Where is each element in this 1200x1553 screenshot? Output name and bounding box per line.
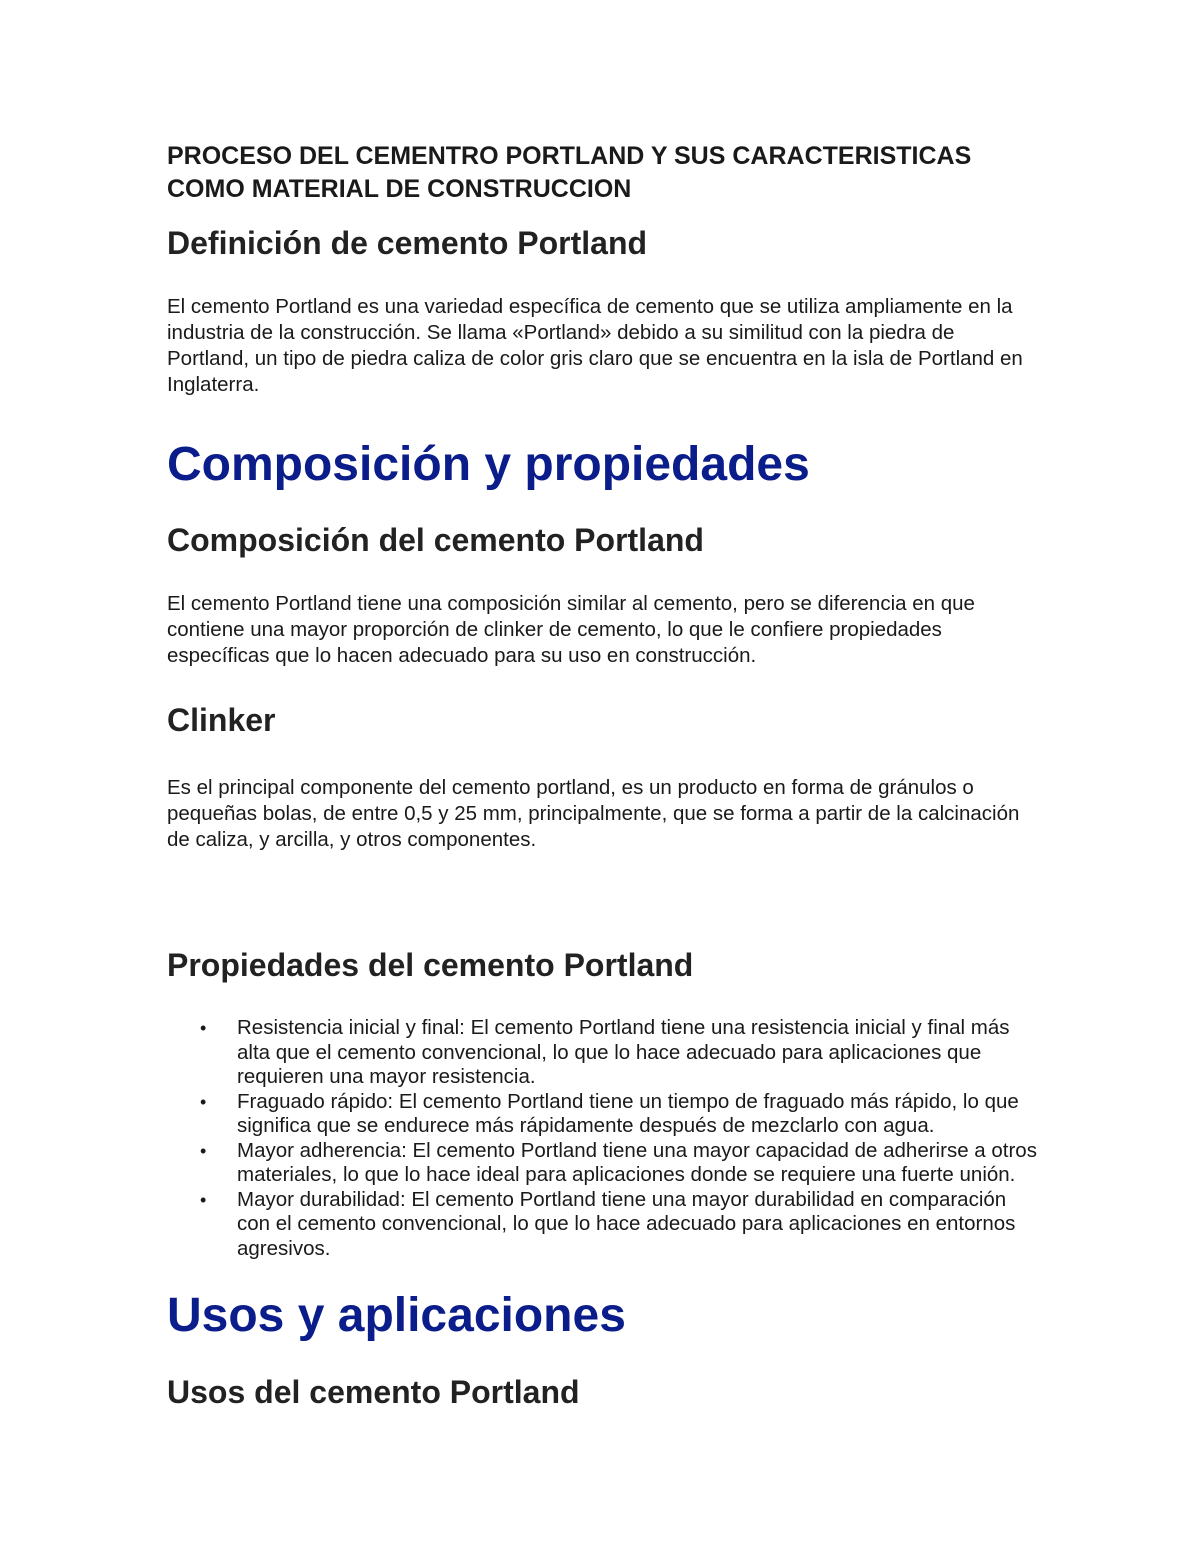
bullet-icon: • (200, 1189, 207, 1210)
heading-usos-cemento: Usos del cemento Portland (167, 1374, 580, 1410)
propiedades-list (167, 1016, 1037, 1261)
heading-definicion: Definición de cemento Portland (167, 225, 648, 261)
paragraph-clinker: Es el principal componente del cemento portland, es un producto en forma de gránulos o pequeñas bolas, de entre 0,5 y 25 mm, principalmente, que se forma a partir de la calcinación de caliza, y arcilla, y otros componentes. (167, 776, 1020, 851)
heading-usos-aplicaciones: Usos y aplicaciones (167, 1289, 626, 1342)
list-item (167, 1139, 1037, 1188)
list-item-text: Fraguado rápido: El cemento Portland tiene un tiempo de fraguado más rápido, lo que significa que se endurece más rápidamente después de mezclarlo con agua. (237, 1089, 1019, 1137)
bullet-icon: • (200, 1018, 207, 1038)
paragraph-composicion: El cemento Portland tiene una composición similar al cemento, pero se diferencia en que contiene una mayor proporción de clinker de cemento, lo que le confiere propiedades específicas que lo hacen adecuado para su uso en construcción. (167, 592, 975, 667)
list-item-text: Resistencia inicial y final: El cemento Portland tiene una resistencia inicial y final más alta que el cemento convencional, lo que lo hace adecuado para aplicaciones que requieren una mayor resistencia. (237, 1016, 1010, 1088)
list-item-text: Mayor adherencia: El cemento Portland tiene una mayor capacidad de adherirse a otros materiales, lo que lo hace ideal para aplicaciones donde se requiere una fuerte unión. (237, 1138, 1037, 1186)
heading-composicion-propiedades: Composición y propiedades (167, 438, 810, 491)
paragraph-definicion: El cemento Portland es una variedad específica de cemento que se utiliza ampliamente en la industria de la construcción. Se llama «Portland» debido a su similitud con la piedra de Portland, un tipo de piedra caliza de color gris claro que se encuentra en la isla de Portland en Inglaterra. (167, 295, 1023, 396)
document-title: PROCESO DEL CEMENTRO PORTLAND Y SUS CARACTERISTICAS COMO MATERIAL DE CONSTRUCCION (167, 142, 972, 203)
heading-composicion-cemento: Composición del cemento Portland (167, 522, 704, 558)
list-item (167, 1188, 1037, 1262)
list-item (167, 1090, 1037, 1139)
list-item (167, 1016, 1037, 1090)
bullet-icon: • (200, 1140, 207, 1161)
bullet-icon: • (200, 1091, 207, 1112)
heading-clinker: Clinker (167, 702, 276, 738)
list-item-text: Mayor durabilidad: El cemento Portland tiene una mayor durabilidad en comparación con el cemento convencional, lo que lo hace adecuado para aplicaciones en entornos agresivos. (237, 1187, 1016, 1260)
heading-propiedades: Propiedades del cemento Portland (167, 947, 694, 983)
